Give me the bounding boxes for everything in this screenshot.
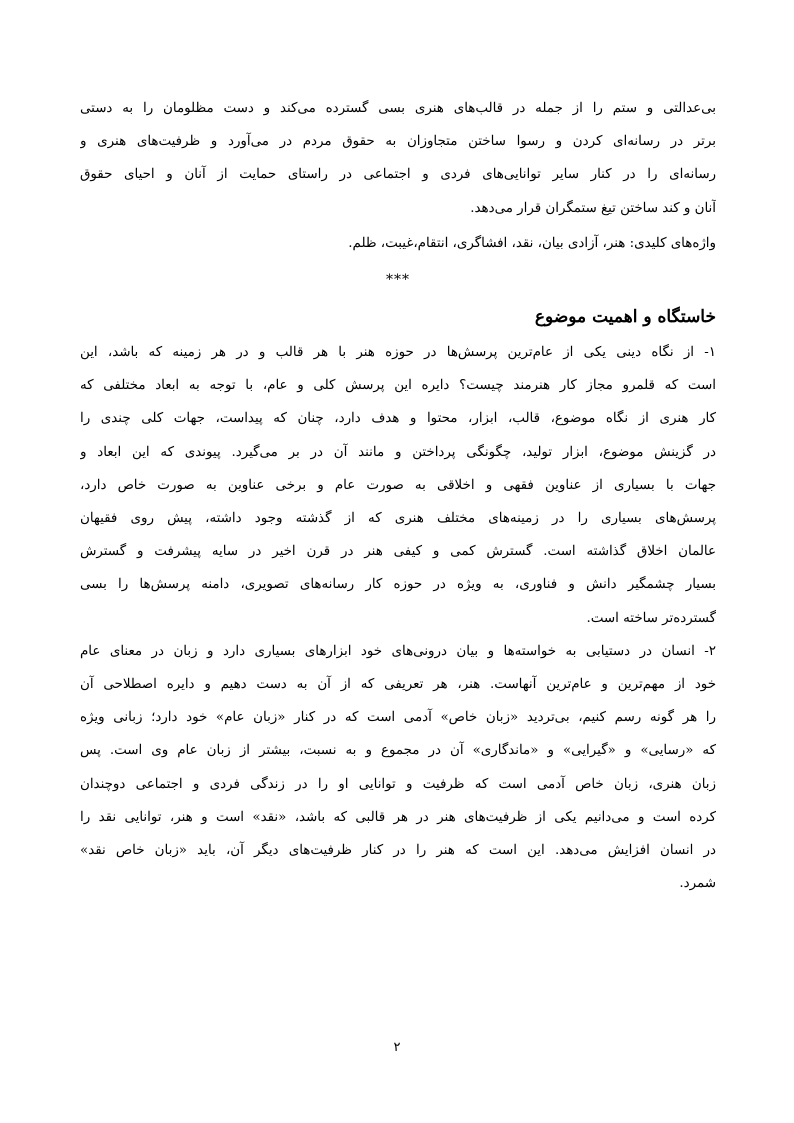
section-separator: *** — [386, 272, 410, 289]
page-number: ۲ — [393, 1040, 401, 1055]
paragraph-2 — [80, 635, 716, 901]
keywords-line: واژه‌های کلیدی: هنر، آزادی بیان، نقد، افشاگری، انتقام،غیبت، ظلم. — [348, 235, 716, 251]
text-line: کار هنری از نگاه موضوع، قالب، ابزار، محتوا و هدف دارد، چنان که پیداست، جهات کلی چندی را — [80, 411, 716, 427]
text-line: برتر در رسانه‌ای کردن و رسوا ساختن متجاوزان به حقوق مردم در می‌آورد و ظرفیت‌های هنری و — [80, 134, 716, 150]
text-line: آنان و کند ساختن تیغ ستمگران قرار می‌دهد. — [470, 200, 716, 216]
text-line: پرسش‌های بسیاری را در زمینه‌های مختلف هنری که از گذشته وجود داشته، پیش روی فقیهان — [80, 511, 716, 527]
text-line: بی‌عدالتی و ستم را از جمله در قالب‌های هنری بسی گسترده می‌کند و دست مظلومان را به دستی — [80, 101, 716, 116]
text-line: را هر گونه رسم کنیم، بی‌تردید «زبان خاص» آدمی است که در کنار «زبان عام» خود دارد؛ زبانی ویژه — [80, 710, 716, 726]
text-line: گسترده‌تر ساخته است. — [586, 610, 716, 626]
document-page — [80, 92, 716, 900]
text-line: ۱- از نگاه دینی یکی از عام‌ترین پرسش‌ها در حوزه هنر با هر قالب و در هر زمینه که باشد، این — [80, 345, 716, 361]
text-line: در گزینش موضوع، ابزار تولید، چگونگی پرداختن و مانند آن در بر می‌گیرد. پیوندی که این ابعاد و — [80, 444, 716, 460]
text-line: کرده است و می‌دانیم یکی از ظرفیت‌های هنر در هر قالبی که باشد، «نقد» است و هنر، توانایی نقد را — [80, 809, 716, 825]
text-line: رسانه‌ای را در کنار سایر توانایی‌های فردی و اجتماعی در راستای حمایت از آنان و احیای حقوق — [80, 167, 716, 183]
text-line: جهات با بسیاری از عناوین فقهی و اخلاقی به صورت عام و برخی عناوین به صورت خاص دارد، — [80, 477, 716, 493]
section-heading: خاستگاه و اهمیت موضوع — [534, 307, 716, 328]
text-line: که «رسایی» و «گیرایی» و «ماندگاری» آن در مجموع و به نسبت، بیشتر از زبان عام وی است. پس — [80, 743, 716, 759]
text-line: ۲- انسان در دستیابی به خواسته‌ها و بیان درونی‌های خود ابزارهای بسیاری دارد و زبان در معنای عام — [80, 643, 716, 659]
text-line: است که قلمرو مجاز کار هنرمند چیست؟ دایره این پرسش کلی و عام، با توجه به ابعاد مختلفی که — [80, 378, 716, 394]
intro-paragraph — [80, 92, 716, 225]
text-line: عالمان اخلاق گذاشته است. گسترش کمی و کیفی هنر در قرن اخیر در سایه پیشرفت و گسترش — [80, 544, 716, 560]
text-line: زبان هنری، زبان خاص آدمی است که ظرفیت و توانایی او را در زندگی فردی و اجتماعی دوچندان — [80, 776, 716, 792]
text-line: شمرد. — [679, 876, 716, 892]
text-line: خود از مهم‌ترین و عام‌ترین آنهاست. هنر، هر تعریفی که از آن به دست دهیم و دایره اصطلاحی آن — [80, 677, 716, 693]
text-line: بسیار چشمگیر دانش و فناوری، به ویژه در حوزه کار رسانه‌های تصویری، دامنه پرسش‌ها را بسی — [80, 577, 716, 593]
paragraph-1 — [80, 336, 716, 635]
text-line: در انسان افزایش می‌دهد. این است که هنر را در کنار ظرفیت‌های دیگر آن، باید «زبان خاص نقد» — [80, 843, 716, 859]
